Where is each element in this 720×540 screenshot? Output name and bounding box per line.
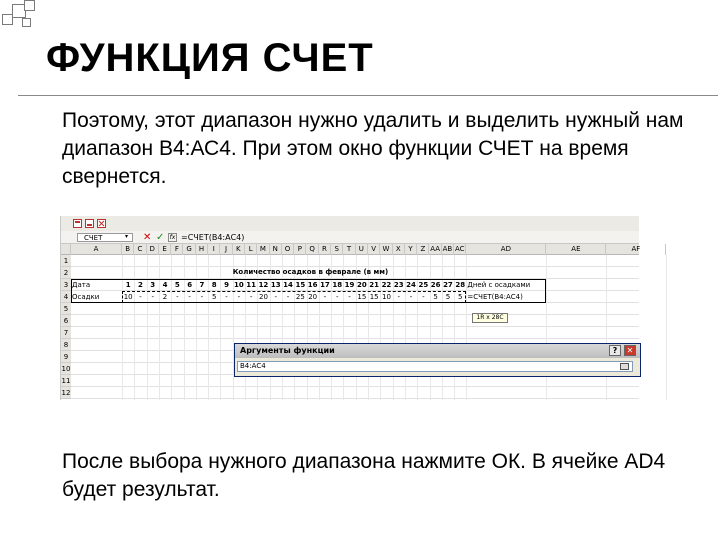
- column-header[interactable]: Y: [405, 244, 417, 255]
- gridline: [442, 255, 443, 400]
- gridline: [666, 255, 667, 400]
- table-cell[interactable]: -: [348, 292, 351, 301]
- table-cell[interactable]: -: [274, 292, 277, 301]
- table-cell[interactable]: -: [422, 292, 425, 301]
- table-cell[interactable]: 17: [320, 280, 330, 289]
- gridline: [466, 255, 467, 400]
- table-cell[interactable]: -: [335, 292, 339, 301]
- table-cell[interactable]: -: [225, 292, 228, 301]
- gridline: [220, 255, 221, 400]
- gridline: [122, 255, 123, 400]
- column-header[interactable]: AF: [606, 244, 666, 255]
- gridline: [405, 255, 406, 400]
- gridline: [184, 255, 185, 400]
- cell-date-label[interactable]: Дата: [72, 280, 91, 289]
- table-cell[interactable]: 3: [150, 280, 156, 289]
- column-header[interactable]: K: [233, 244, 245, 255]
- table-cell[interactable]: 2: [162, 292, 168, 301]
- slide-title: ФУНКЦИЯ СЧЕТ: [46, 36, 374, 80]
- spreadsheet-screenshot: [60, 216, 641, 400]
- title-divider: [18, 95, 718, 96]
- table-cell[interactable]: -: [200, 292, 204, 301]
- name-box-dropdown-icon[interactable]: ▾: [125, 233, 129, 240]
- row-header[interactable]: 11: [61, 377, 71, 385]
- table-cell[interactable]: 10: [123, 292, 133, 301]
- table-cell[interactable]: 15: [369, 292, 379, 301]
- table-cell[interactable]: 2: [138, 280, 143, 289]
- row-header[interactable]: 1: [61, 255, 71, 267]
- table-cell[interactable]: 19: [344, 280, 355, 289]
- table-cell[interactable]: 5: [212, 292, 217, 301]
- help-button[interactable]: ?: [609, 345, 621, 356]
- table-cell[interactable]: 25: [418, 280, 429, 289]
- table-cell[interactable]: 5: [174, 280, 180, 289]
- dialog-titlebar[interactable]: [235, 344, 640, 358]
- table-cell[interactable]: 7: [199, 280, 205, 289]
- table-cell[interactable]: 1: [125, 280, 131, 289]
- column-header[interactable]: M: [257, 244, 269, 255]
- row-header[interactable]: 7: [61, 327, 71, 339]
- table-cell[interactable]: 22: [381, 280, 392, 289]
- row-header[interactable]: 2: [61, 267, 71, 279]
- gridline: [454, 255, 455, 400]
- table-cell[interactable]: -: [409, 292, 413, 301]
- column-header[interactable]: O: [282, 244, 294, 255]
- table-cell[interactable]: -: [249, 292, 253, 301]
- name-box[interactable]: СЧЕТ: [77, 233, 133, 242]
- column-header[interactable]: AA: [430, 245, 441, 253]
- table-cell[interactable]: 23: [393, 280, 404, 289]
- enter-icon[interactable]: ✓: [156, 232, 165, 243]
- formula-input[interactable]: =СЧЕТ(В4:АС4): [181, 233, 245, 242]
- gridline: [546, 255, 547, 400]
- column-header[interactable]: P: [294, 244, 306, 255]
- gridline: [171, 255, 172, 400]
- toolbar-icon[interactable]: [73, 219, 82, 228]
- row-header[interactable]: 3: [61, 279, 71, 291]
- toolbar: [61, 216, 639, 231]
- cancel-icon[interactable]: ✕: [143, 232, 152, 243]
- toolbar-icon[interactable]: [97, 219, 106, 228]
- column-header[interactable]: X: [393, 244, 405, 255]
- table-cell[interactable]: 20: [356, 280, 367, 289]
- table-cell[interactable]: -: [188, 292, 191, 301]
- table-cell[interactable]: -: [286, 292, 290, 301]
- table-cell[interactable]: 5: [445, 292, 451, 301]
- gridline: [196, 255, 197, 400]
- table-cell[interactable]: -: [151, 292, 154, 301]
- column-header[interactable]: T: [343, 244, 355, 255]
- table-cell[interactable]: -: [176, 292, 179, 301]
- column-header[interactable]: D: [147, 244, 159, 255]
- table-cell[interactable]: 25: [295, 292, 305, 301]
- insert-function-icon[interactable]: fx: [169, 234, 176, 241]
- column-header[interactable]: H: [196, 244, 208, 255]
- deco-square: [24, 0, 35, 11]
- column-header[interactable]: B: [122, 244, 134, 255]
- paragraph-result: После выбора нужного диапазона нажмите ОК. В ячейке AD4 будет результат.: [62, 450, 666, 501]
- column-header[interactable]: W: [380, 244, 392, 255]
- dialog-title: Аргументы функции: [240, 346, 335, 355]
- table-cell[interactable]: -: [237, 292, 241, 301]
- gridline: [208, 255, 209, 400]
- table-cell[interactable]: 5: [433, 292, 438, 301]
- gridline: [147, 255, 148, 400]
- gridline: [393, 255, 394, 400]
- table-cell[interactable]: 14: [283, 280, 293, 289]
- column-header[interactable]: F: [171, 244, 183, 255]
- select-all-corner[interactable]: [61, 244, 71, 255]
- column-header[interactable]: V: [368, 244, 380, 255]
- table-cell[interactable]: 13: [270, 280, 281, 289]
- table-cell[interactable]: 4: [162, 280, 168, 289]
- toolbar-icon[interactable]: [85, 219, 94, 228]
- paragraph-instructions: Поэтому, этот диапазон нужно удалить и выделить нужный нам диапазон В4:АС4. При этом окно функции СЧЕТ на время свернется.: [62, 109, 684, 188]
- deco-square: [2, 14, 13, 25]
- deco-square: [22, 18, 31, 27]
- gridline: [417, 255, 418, 400]
- column-header[interactable]: Z: [417, 244, 429, 255]
- cell-result-formula[interactable]: =СЧЕТ(В4:АС4): [467, 292, 523, 301]
- row-header[interactable]: 9: [61, 351, 71, 363]
- range-input[interactable]: [237, 361, 633, 372]
- table-cell[interactable]: 15: [295, 280, 306, 289]
- column-headers: [61, 244, 639, 255]
- table-cell[interactable]: 28: [455, 280, 466, 289]
- column-header[interactable]: AC: [454, 245, 465, 253]
- range-size-tooltip: 1R x 28C: [472, 313, 507, 323]
- gridline: [606, 255, 607, 400]
- row-header[interactable]: 10: [61, 365, 71, 373]
- table-cell[interactable]: 8: [211, 280, 217, 289]
- column-header[interactable]: R: [319, 244, 331, 255]
- column-header[interactable]: E: [159, 244, 171, 255]
- table-cell[interactable]: -: [397, 292, 400, 301]
- table-cell[interactable]: 26: [430, 280, 441, 289]
- table-cell[interactable]: 6: [187, 280, 193, 289]
- table-cell[interactable]: 20: [258, 292, 268, 301]
- column-header[interactable]: J: [220, 244, 232, 255]
- function-arguments-dialog[interactable]: [234, 343, 641, 377]
- column-header[interactable]: S: [331, 244, 343, 255]
- expand-dialog-icon[interactable]: [620, 363, 629, 370]
- row-header[interactable]: 4: [61, 291, 71, 303]
- column-header[interactable]: I: [208, 244, 220, 255]
- column-header[interactable]: N: [270, 244, 282, 255]
- table-cell[interactable]: 24: [406, 280, 416, 289]
- table-cell[interactable]: 15: [357, 292, 367, 301]
- row-header[interactable]: 5: [61, 303, 71, 315]
- column-header[interactable]: AE: [546, 244, 606, 255]
- table-cell[interactable]: 10: [381, 292, 391, 301]
- table-title: Количество осадков в феврале (в мм): [232, 268, 389, 276]
- formula-bar: [61, 231, 639, 244]
- column-header[interactable]: U: [356, 244, 368, 255]
- table-cell[interactable]: 11: [246, 280, 257, 289]
- column-header[interactable]: AB: [442, 245, 453, 253]
- row-header[interactable]: 6: [61, 315, 71, 327]
- cell-precip-label[interactable]: Осадки: [72, 292, 100, 301]
- table-cell[interactable]: 10: [233, 280, 244, 289]
- gridline: [430, 255, 431, 400]
- table-cell[interactable]: 27: [443, 280, 453, 289]
- table-cell[interactable]: 20: [308, 292, 318, 301]
- table-cell[interactable]: 18: [332, 280, 343, 289]
- close-button[interactable]: ✕: [624, 345, 636, 356]
- table-cell[interactable]: 21: [369, 280, 380, 289]
- range-input-value: В4:АС4: [240, 362, 266, 370]
- cell-days-with-precip-label[interactable]: Дней с осадками: [467, 280, 531, 289]
- table-cell[interactable]: 5: [458, 292, 463, 301]
- table-cell[interactable]: -: [139, 292, 142, 301]
- gridline: [159, 255, 160, 400]
- column-header[interactable]: C: [134, 244, 146, 255]
- gridline: [134, 255, 135, 400]
- column-header[interactable]: A: [71, 244, 122, 255]
- table-cell[interactable]: -: [323, 292, 327, 301]
- column-header[interactable]: G: [184, 244, 196, 255]
- table-cell[interactable]: 9: [224, 280, 229, 289]
- row-header[interactable]: 12: [61, 389, 71, 397]
- column-header[interactable]: AD: [466, 244, 546, 255]
- table-cell[interactable]: 16: [307, 280, 318, 289]
- column-header[interactable]: Q: [307, 244, 319, 255]
- column-header[interactable]: L: [245, 244, 257, 255]
- row-header[interactable]: 8: [61, 339, 71, 351]
- selected-range: [122, 291, 466, 303]
- table-cell[interactable]: 12: [258, 280, 269, 289]
